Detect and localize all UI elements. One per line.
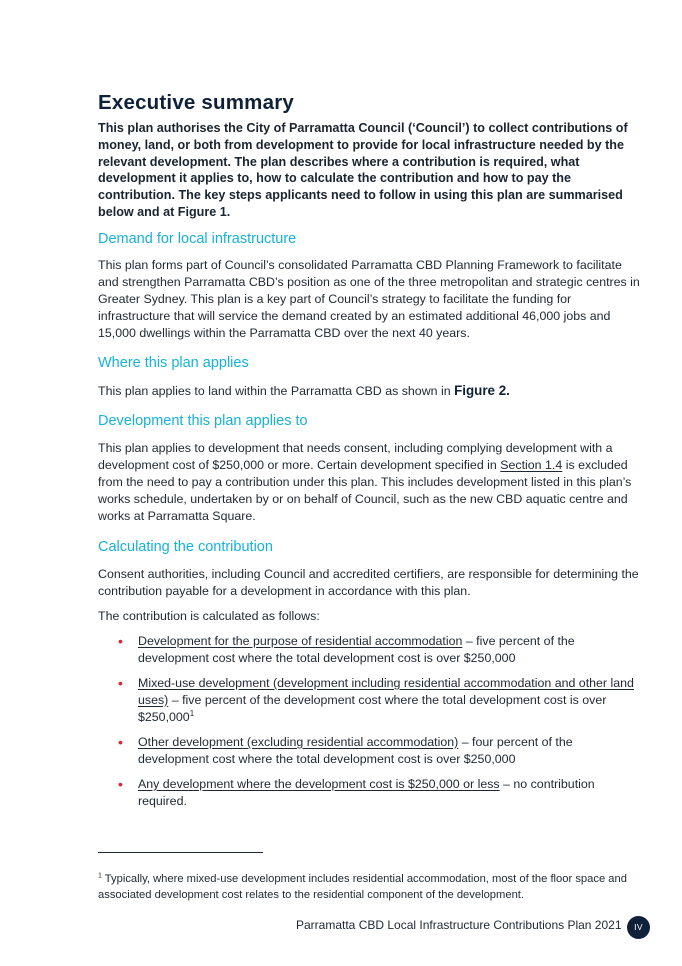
section-body-applies xyxy=(98,382,643,400)
document-page xyxy=(98,90,643,810)
calculating-body-2: The contribution is calculated as follows: xyxy=(98,608,320,623)
section-body-demand: This plan forms part of Council’s consolidated Parramatta CBD Planning Framework to facilitate and strengthen Parramatta CBD’s position as one of the three metropolitan and strategic centres in Greater Sydney. This plan is a key part of Council’s strategy to facilitate the funding for infrastructure that will service the demand created by an estimated additional 46,000 jobs and 15,000 dwellings within the Parramatta CBD over the next 40 years. xyxy=(98,257,640,340)
bullet-icon: • xyxy=(118,733,123,750)
list-item-text: – five percent of the development cost where the total development cost is over $250,000 xyxy=(138,692,607,724)
list-item-text: – four percent of the development cost where the total development cost is over $250,000 xyxy=(138,734,573,766)
list-item-term: Any development where the development cost is $250,000 or less xyxy=(138,776,500,791)
bullet-icon: • xyxy=(118,674,123,691)
footnote xyxy=(98,872,646,903)
footnote-marker: 1 xyxy=(189,708,195,718)
section-title-calculating: Calculating the contribution xyxy=(98,538,273,555)
development-text-before: This plan applies to development that needs consent, including complying development with a development cost of $250,000 or more. Certain development specified in xyxy=(98,440,613,472)
list-item xyxy=(98,776,643,810)
footnote-text: Typically, where mixed-use development includes residential accommodation, most of the floor space and associated development cost relates to the residential component of the development. xyxy=(98,873,627,901)
footnote-divider xyxy=(98,852,263,853)
list-item xyxy=(98,734,643,768)
footer-title: Parramatta CBD Local Infrastructure Contributions Plan 2021 xyxy=(296,918,622,932)
applies-text: This plan applies to land within the Parramatta CBD as shown in xyxy=(98,383,455,398)
contribution-list xyxy=(98,633,643,810)
page-title: Executive summary xyxy=(98,91,294,114)
section-1-4-link[interactable]: Section 1.4 xyxy=(500,457,563,472)
section-title-applies: Where this plan applies xyxy=(98,354,249,371)
bullet-icon: • xyxy=(118,775,123,792)
development-text-after: is excluded from the need to pay a contribution under this plan. This includes development listed in this plan’s works schedule, undertaken by or on behalf of Council, such as the new CBD aquatic centre and works at Parramatta Square. xyxy=(98,457,632,523)
list-item-term: Mixed-use development (development including residential accommodation and other land uses) xyxy=(138,675,634,707)
list-item xyxy=(98,633,643,667)
page-number-badge: IV xyxy=(627,916,650,939)
bullet-icon: • xyxy=(118,632,123,649)
list-item-text: – no contribution required. xyxy=(138,776,595,808)
list-item-term: Other development (excluding residential accommodation) xyxy=(138,734,459,749)
calculating-body-1: Consent authorities, including Council and accredited certifiers, are responsible for determining the contribution payable for a development in accordance with this plan. xyxy=(98,566,639,598)
footnote-number: 1 xyxy=(98,872,102,880)
section-title-development: Development this plan applies to xyxy=(98,412,308,429)
list-item-term: Development for the purpose of residential accommodation xyxy=(138,633,463,648)
list-item-text: – five percent of the development cost where the total development cost is over $250,000 xyxy=(138,633,575,665)
section-title-demand: Demand for local infrastructure xyxy=(98,230,297,247)
section-body-development xyxy=(98,440,643,525)
intro-paragraph: This plan authorises the City of Parramatta Council (‘Council’) to collect contributions of money, land, or both from development to provide for local infrastructure needed by the relevant development. The plan describes where a contribution is required, what development it applies to, how to calculate the contribution and how to pay the contribution. The key steps applicants need to follow in using this plan are summarised below and at Figure 1. xyxy=(98,121,628,219)
list-item xyxy=(98,675,643,726)
figure-2-reference: Figure 2. xyxy=(454,382,510,398)
